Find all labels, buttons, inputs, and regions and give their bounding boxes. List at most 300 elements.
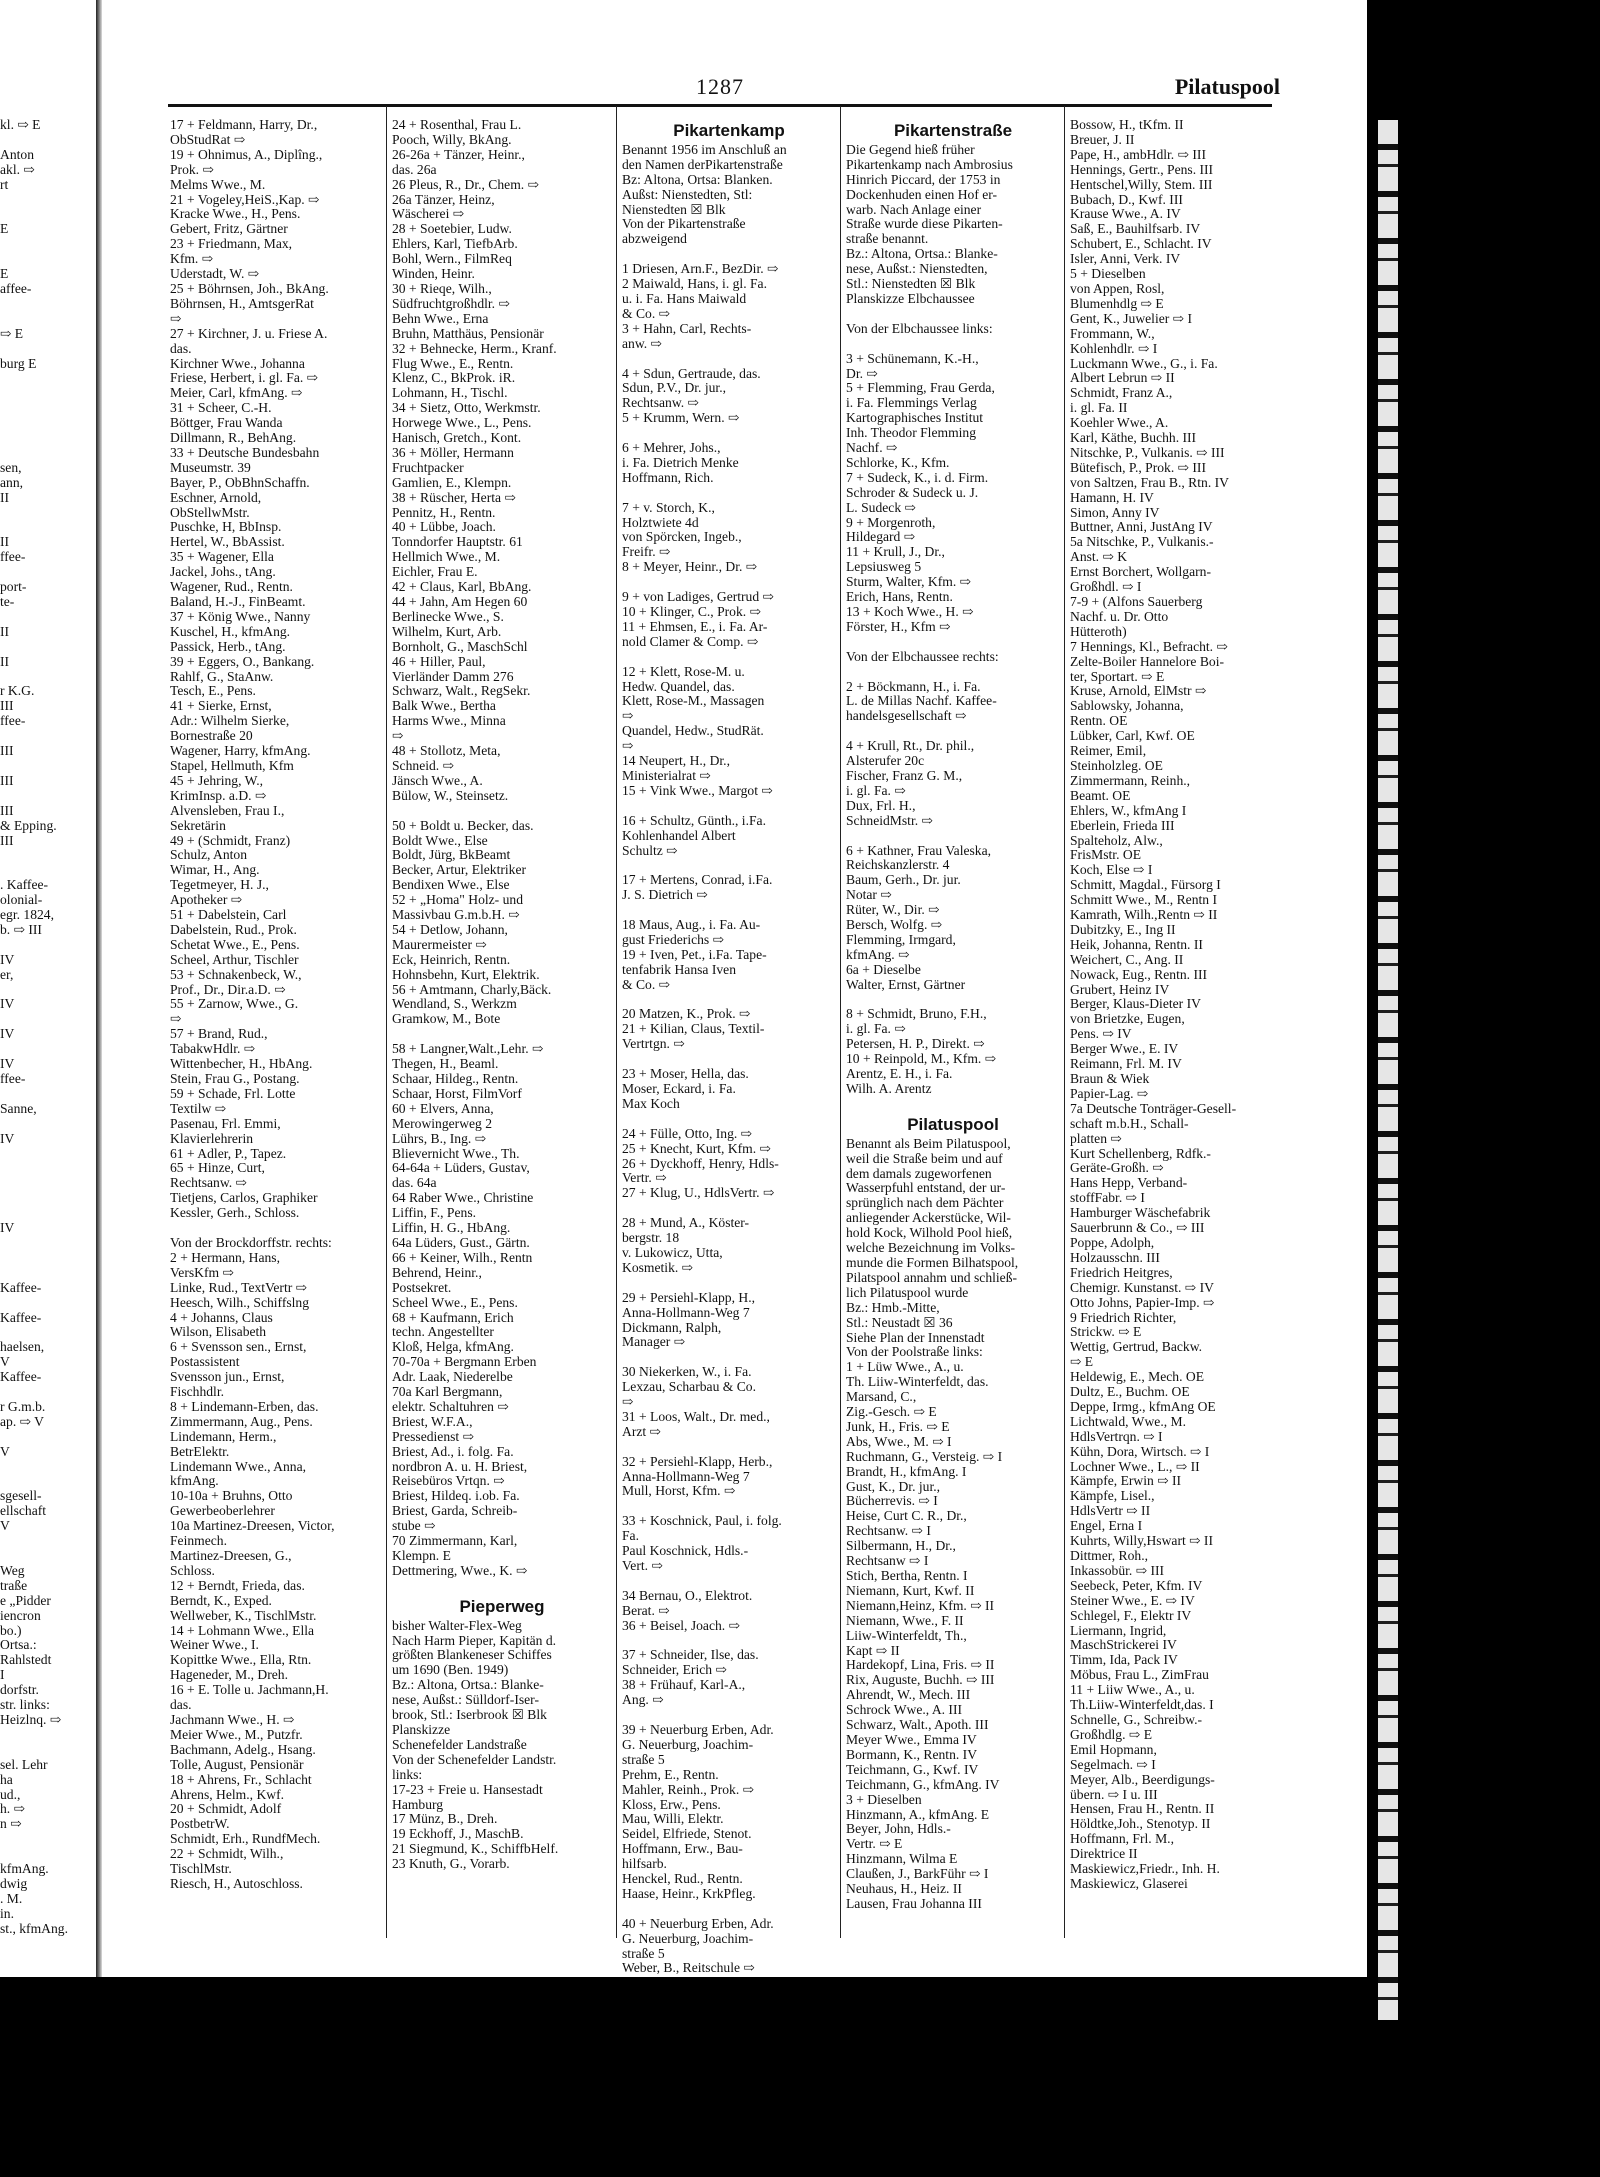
directory-line: Briest, Ad., i. folg. Fa. [392,1443,514,1459]
directory-line: 38 + Frühauf, Karl-A., [622,1677,746,1693]
directory-line: Sekretärin [170,817,226,833]
directory-line: 31 + Scheer, C.-H. [170,400,272,416]
directory-line: Bütefisch, P., Prok. ⇨ III [1070,459,1206,475]
directory-line: Schenefelder Landstraße [392,1736,527,1752]
directory-line: Von der Brockdorffstr. rechts: [170,1234,332,1250]
fragment-line: I [0,1667,5,1683]
directory-line: Linke, Rud., TextVertr ⇨ [170,1279,308,1295]
directory-line: ⇨ [170,310,182,326]
fragment-line: h. ⇨ [0,1801,25,1817]
directory-line: Friedrich Heitgres, [1070,1264,1173,1280]
directory-line: Hamann, H. IV [1070,489,1154,505]
directory-line: Dr. ⇨ [846,365,878,381]
fragment-line: kfmAng. [0,1861,49,1877]
fragment-line: r K.G. [0,683,35,699]
directory-line [622,247,836,262]
fragment-line: & Epping. [0,817,57,833]
directory-line: Harms Wwe., Minna [392,713,506,729]
directory-line: L. Sudeck ⇨ [846,499,916,515]
directory-line: Bossow, H., tKfm. II [1070,117,1184,132]
directory-line: übern. ⇨ I u. III [1070,1786,1158,1802]
directory-line: Jänsch Wwe., A. [392,772,483,788]
directory-line: 23 Knuth, G., Vorarb. [392,1856,510,1872]
fragment-line: E [0,221,9,237]
directory-line: Hentschel,Willy, Stem. III [1070,176,1213,192]
directory-line: Dultz, E., Buchm. OE [1070,1384,1190,1400]
fragment-line: port- [0,579,27,595]
directory-line: L. de Millas Nachf. Kaffee- [846,693,997,709]
directory-line: Gewerbeoberlehrer [170,1503,275,1519]
directory-line: Pressedienst ⇨ [392,1428,474,1444]
directory-line: Textilw ⇨ [170,1100,227,1116]
directory-line: Berger Wwe., E. IV [1070,1041,1179,1057]
directory-line: Kohlenhandel Albert [622,827,736,843]
directory-line: 6 + Svensson sen., Ernst, [170,1339,307,1355]
directory-line: 13 + Koch Wwe., H. ⇨ [846,604,974,619]
fragment-line: Kaffee- [0,1369,42,1385]
directory-line: Schneid. ⇨ [392,757,454,773]
directory-line: Schloss. [170,1562,215,1578]
directory-line: Höldtke,Joh., Stenotyp. II [1070,1816,1211,1832]
directory-line: Bz.: Altona, Ortsa.: Blanke- [846,246,998,262]
directory-line [392,1579,612,1594]
directory-line: Chemigr. Kunstanst. ⇨ IV [1070,1279,1214,1295]
fragment-line [0,237,92,252]
fragment-line: traße [0,1577,28,1593]
column-rule [616,106,617,1938]
directory-line: 5 + Flemming, Frau Gerda, [846,380,995,396]
fragment-line [0,297,92,312]
directory-line: 24 + Fülle, Otto, Ing. ⇨ [622,1125,753,1141]
directory-line: Briest, W.F.A., [392,1413,473,1429]
directory-line: Puschke, H, BbInsp. [170,519,282,535]
directory-line: nordbron A. u. H. Briest, [392,1458,528,1474]
directory-line: Hageneder, M., Dreh. [170,1667,288,1683]
fragment-line: IV [0,1026,15,1042]
directory-line: 70 Zimmermann, Karl, [392,1533,518,1549]
directory-line: von Saltzen, Frau B., Rtn. IV [1070,474,1229,490]
directory-line: Ahrens, Helm., Kwf. [170,1786,285,1802]
directory-line: 12 + Berndt, Frieda, das. [170,1577,305,1593]
directory-line [622,352,836,367]
directory-line: Gramkow, M., Bote [392,1011,501,1027]
directory-line: Nach Harm Pieper, Kapitän d. [392,1632,557,1648]
directory-line: Kopittke Wwe., Ella, Rtn. [170,1652,312,1668]
directory-line: Rix, Auguste, Buchh. ⇨ III [846,1672,995,1688]
fragment-line: III [0,802,14,818]
fragment-line [0,1176,92,1191]
directory-line: Schaar, Horst, FilmVorf [392,1085,522,1101]
directory-line: 3 + Dieselben [846,1791,922,1807]
directory-line: Benannt 1956 im Anschluß an [622,141,787,157]
directory-line: Kuschel, H., kfmAng. [170,623,291,639]
directory-line: Rahlf, G., StaAnw. [170,668,274,684]
directory-line: Reichskanzlerstr. 4 [846,857,950,873]
directory-line: 5a Nitschke, P., Vulkanis.- [1070,534,1214,550]
directory-line: G. Neuerburg, Joachim- [622,1736,754,1752]
directory-line: 70-70a + Bergmann Erben [392,1354,537,1370]
directory-line: hold Kock, Wilhold Pool hieß, [846,1225,1013,1241]
directory-line: gust Friederichs ⇨ [622,931,724,947]
directory-line: Gamlien, E., Klempn. [392,474,512,490]
directory-line: Siehe Plan der Innenstadt [846,1329,985,1345]
directory-line: Niemann,Heinz, Kfm. ⇨ II [846,1597,995,1613]
directory-line: Schrock Wwe., A. III [846,1702,963,1718]
directory-line: Stein, Frau G., Postang. [170,1071,300,1086]
fragment-line [0,193,92,208]
directory-line: 11 + Liiw Wwe., A., u. [1070,1682,1195,1698]
directory-line: Hensen, Frau H., Rentn. II [1070,1801,1215,1817]
previous-page-fragment [0,118,92,1948]
directory-line: Nowack, Eug., Rentn. III [1070,966,1208,982]
fragment-line: Weg [0,1562,25,1578]
directory-line: Pennitz, H., Rentn. [392,504,496,520]
directory-line: Zelte-Boiler Hannelore Boi- [1070,653,1225,669]
fragment-line [0,1191,92,1206]
fragment-line: V [0,1518,10,1534]
directory-line: Zig.-Gesch. ⇨ E [846,1404,937,1420]
directory-line [622,1499,836,1514]
directory-line: Pikartenkamp nach Ambrosius [846,156,1013,172]
fragment-line: Ortsa.: [0,1637,37,1653]
directory-line: Dux, Frl. H., [846,797,916,813]
directory-line: VersKfm ⇨ [170,1264,234,1280]
directory-line: 17 + Mertens, Conrad, i.Fa. [622,872,773,888]
fragment-line [0,312,92,327]
directory-line: Timm, Ida, Pack IV [1070,1652,1178,1668]
fragment-line: str. links: [0,1697,50,1713]
directory-line: Meier, Carl, kfmAng. ⇨ [170,385,303,401]
directory-line: Wellweber, K., TischlMstr. [170,1607,317,1623]
directory-line: Von der Elbchaussee rechts: [846,648,999,664]
directory-line: von Appen, Rosl, [1070,280,1165,296]
directory-line: Bohl, Wern., FilmReq [392,251,512,267]
directory-line: 3 + Schünemann, K.-H., [846,350,979,366]
directory-line: 48 + Stollotz, Meta, [392,743,501,759]
directory-line: Kühn, Dora, Wirtsch. ⇨ I [1070,1443,1210,1459]
directory-line: Fa. [622,1528,639,1544]
directory-line: Hans Hepp, Verband- [1070,1175,1188,1191]
directory-line: ⇨ [622,1394,634,1410]
directory-line: 16 + Schultz, Günth., i.Fa. [622,812,766,828]
directory-line: Pilatspool annahm und schließ- [846,1269,1018,1285]
directory-line: 33 + Deutsche Bundesbahn [170,444,320,460]
directory-line: Petersen, H. P., Direkt. ⇨ [846,1036,985,1052]
directory-line: Bubach, D., Kwf. III [1070,191,1183,207]
fragment-line: IV [0,1220,15,1236]
directory-line: 64a Lüders, Gust., Gärtn. [392,1234,530,1250]
directory-line: Von der Pikartenstraße [622,216,746,232]
directory-line: Klenz, C., BkProk. iR. [392,370,516,386]
fragment-line [0,1460,92,1475]
directory-line: Nienstedten ☒ Blk [622,201,726,217]
directory-line: Boldt Wwe., Else [392,832,488,848]
directory-line: Die Gegend hieß früher [846,141,975,157]
fragment-line: . M. [0,1890,23,1906]
directory-line: Heesch, Wilh., Schiffslng [170,1294,310,1310]
directory-line: 39 + Eggers, O., Bankang. [170,653,315,669]
directory-line: handelsgesellschaft ⇨ [846,708,967,724]
directory-line: Schulz, Anton [170,847,248,863]
directory-line: 21 Siegmund, K., SchiffbHelf. [392,1841,559,1857]
directory-line: Bz.: Hmb.-Mitte, [846,1299,940,1315]
directory-line: Bendixen Wwe., Else [392,877,510,893]
directory-line: Böhrnsen, H., AmtsgerRat [170,295,314,311]
directory-line: Wagener, Harry, kfmAng. [170,743,311,759]
directory-line [622,799,836,814]
fragment-line [0,1743,92,1758]
directory-line: 53 + Schnakenbeck, W., [170,966,302,982]
directory-line: Tesch, E., Pens. [170,683,256,699]
directory-line: Reimann, Frl. M. IV [1070,1056,1182,1072]
directory-line: Manager ⇨ [622,1334,686,1350]
directory-line: techn. Angestellter [392,1324,494,1340]
directory-line: Klavierlehrerin [170,1130,254,1146]
fragment-line: IV [0,996,15,1012]
directory-line: 18 + Ahrens, Fr., Schlacht [170,1771,312,1787]
directory-line: Ang. ⇨ [622,1692,664,1708]
directory-line: 50 + Boldt u. Becker, das. [392,817,534,833]
directory-line: i. gl. Fa. ⇨ [846,782,906,798]
directory-line: Prehm, E., Rentn. [622,1766,719,1782]
directory-line: Dettmering, Wwe., K. ⇨ [392,1562,528,1578]
directory-line: Planskizze [392,1721,451,1737]
directory-line: 29 + Persiehl-Klapp, H., [622,1289,756,1305]
directory-line: 6 + Mehrer, Johs., [622,440,721,456]
directory-line: nold Clamer & Comp. ⇨ [622,633,759,649]
directory-line: 8 + Schmidt, Bruno, F.H., [846,1006,987,1022]
directory-line: Poppe, Adolph, [1070,1234,1155,1250]
directory-line: Scheel Wwe., E., Pens. [392,1294,518,1310]
fragment-line [0,1206,92,1221]
directory-line: Melms Wwe., M. [170,176,266,192]
directory-line: Inh. Theodor Flemming [846,425,977,441]
fragment-line [0,1087,92,1102]
directory-line: 4 + Sdun, Gertraude, das. [622,365,761,381]
directory-line: Anst. ⇨ K [1070,549,1128,565]
directory-line: Fischer, Franz G. M., [846,767,963,783]
directory-line [622,1052,836,1067]
directory-line: 15 + Vink Wwe., Margot ⇨ [622,782,773,798]
fragment-line [0,386,92,401]
directory-line: Schwarz, Walt., Apoth. III [846,1717,989,1733]
directory-line: Th. Liiw-Winterfeldt, das. [846,1374,989,1390]
directory-line: 7a Deutsche Tonträger-Gesell- [1070,1100,1237,1116]
directory-line: Maskiewicz, Glaserei [1070,1875,1188,1891]
directory-line: Schmidt, Erh., RundfMech. [170,1831,321,1847]
fragment-line: ud., [0,1786,21,1802]
directory-line: Liiw-Winterfeldt, Th., [846,1627,967,1643]
directory-line: tenfabrik Hansa Iven [622,961,736,977]
directory-line: Direktrice II [1070,1846,1138,1862]
directory-line: nese, Außst.: Sülldorf-Iser- [392,1692,539,1708]
directory-line: Rechtsanw ⇨ I [846,1553,929,1569]
directory-line: 23 + Friedmann, Max, [170,236,293,252]
fragment-line: er, [0,966,14,982]
fragment-line: . Kaffee- [0,877,49,893]
directory-line: Weiner Wwe., I. [170,1637,259,1653]
directory-line: Jackel, Johs., tAng. [170,564,276,580]
directory-line: Kessler, Gerh., Schloss. [170,1205,300,1221]
directory-column-5 [1070,118,1282,1948]
fragment-line: in. [0,1905,14,1921]
directory-line [622,1574,836,1589]
directory-line: 52 + „Homa" Holz- und [392,892,523,908]
directory-line: SchneidMstr. ⇨ [846,812,933,828]
fragment-line: Kaffee- [0,1309,42,1325]
directory-line: Papier-Lag. ⇨ [1070,1085,1149,1101]
directory-line: i. gl. Fa. II [1070,400,1128,416]
directory-line: Kloß, Helga, kfmAng. [392,1339,514,1355]
directory-line: Thegen, H., Beaml. [392,1056,499,1072]
fragment-line: st., kfmAng. [0,1920,68,1936]
directory-line: 54 + Detlow, Johann, [392,921,508,937]
directory-line: straße 5 [622,1945,665,1961]
directory-line: hilfsarb. [622,1856,667,1872]
directory-line: 33 + Koschnick, Paul, i. folg. [622,1513,782,1529]
directory-line: Hinrich Piccard, der 1753 in [846,171,1001,187]
fragment-line [0,1549,92,1564]
fragment-line: Rahlstedt [0,1652,52,1668]
fragment-line [0,1728,92,1743]
directory-line: Museumstr. 39 [170,459,251,475]
directory-line: Liermann, Ingrid, [1070,1622,1167,1638]
header-rule [168,104,1272,107]
directory-line: Adr.: Wilhelm Sierke, [170,713,290,729]
directory-line: von Brietzke, Eugen, [1070,1011,1185,1027]
fragment-line: ann, [0,474,24,490]
directory-line [170,1221,382,1236]
directory-line: Pens. ⇨ IV [1070,1026,1132,1042]
directory-line: J. S. Dietrich ⇨ [622,887,708,903]
directory-line: das. [170,1697,192,1713]
directory-line: Hertel, W., BbAssist. [170,534,285,550]
directory-line: Zimmermann, Reinh., [1070,772,1191,788]
directory-line: 65 + Hinze, Curt, [170,1160,265,1176]
directory-line: MaschStrickerei IV [1070,1637,1177,1653]
directory-line: Meyer, Alb., Beerdigungs- [1070,1771,1215,1787]
directory-line: 1 + Lüw Wwe., A., u. [846,1359,964,1375]
directory-line: Schroder & Sudeck u. J. [846,484,979,500]
fragment-line [0,401,92,416]
directory-line: Niemann, Wwe., F. II [846,1612,964,1628]
fragment-line: ⇨ E [0,325,24,341]
directory-line: 36 + Beisel, Joach. ⇨ [622,1617,740,1633]
directory-line: Hamburger Wäschefabrik [1070,1205,1211,1221]
directory-line: Schetat Wwe., E., Pens. [170,936,300,952]
directory-line: TabakwHdlr. ⇨ [170,1041,256,1057]
fragment-line [0,1296,92,1311]
directory-line: 19 + Iven, Pet., i.Fa. Tape- [622,946,767,962]
directory-line: Bornestraße 20 [170,728,253,744]
directory-line: Nachf. u. Dr. Otto [1070,608,1169,624]
directory-line: Vertr. ⇨ E [846,1836,903,1852]
directory-line: 46 + Hiller, Paul, [392,653,486,669]
directory-line [622,993,836,1008]
directory-line: ⇨ [170,1011,182,1027]
directory-line: Inkassobür. ⇨ III [1070,1562,1165,1578]
directory-line: Rechtsanw. ⇨ [622,395,699,411]
directory-line: ⇨ [392,728,404,744]
directory-line: 64-64a + Lüders, Gustav, [392,1160,530,1176]
fragment-line: ffee- [0,549,26,565]
directory-line: Bruhn, Matthäus, Pensionär [392,325,544,341]
directory-line: i. Fa. Flemmings Verlag [846,395,977,411]
directory-line: Hamburg [392,1796,444,1812]
directory-line: Teichmann, G., kfmAng. IV [846,1776,1000,1792]
directory-line: Berat. ⇨ [622,1602,670,1618]
directory-line: Briest, Hildeq. i.ob. Fa. [392,1488,520,1504]
directory-line: Maskiewicz,Friedr., Inh. H. [1070,1861,1220,1877]
directory-line: 42 + Claus, Karl, BbAng. [392,579,532,595]
scan-border-right [1367,0,1600,2177]
directory-line: & Co. ⇨ [622,976,671,992]
fragment-line [0,670,92,685]
directory-line: Sturm, Walter, Kfm. ⇨ [846,574,972,590]
fragment-line [0,848,92,863]
directory-line: Notar ⇨ [846,887,892,903]
fragment-line [0,729,92,744]
directory-line: Arzt ⇨ [622,1423,661,1439]
directory-line: Brandt, H., kfmAng. I [846,1463,967,1479]
directory-line [622,1440,836,1455]
directory-line: Kohlenhdlr. ⇨ I [1070,340,1158,356]
fragment-line [0,1534,92,1549]
directory-line: 25 + Böhrnsen, Joh., BkAng. [170,280,329,296]
directory-line: 28 + Soetebier, Ludw. [392,221,512,237]
directory-line: Karl, Käthe, Buchh. III [1070,430,1197,446]
fragment-line [0,640,92,655]
directory-line: größten Blankeneser Schiffes [392,1647,552,1663]
directory-line: Moser, Eckard, i. Fa. [622,1081,736,1096]
fragment-line [0,207,92,222]
directory-line: Berlinecke Wwe., S. [392,608,504,624]
fragment-line: dorfstr. [0,1682,39,1698]
directory-line: Arentz, E. H., i. Fa. [846,1066,953,1082]
fragment-line: IV [0,1130,15,1146]
fragment-line: ffee- [0,713,26,729]
directory-line: Teichmann, G., Kwf. IV [846,1761,979,1777]
directory-line: Merowingerweg 2 [392,1115,493,1131]
directory-line: Baum, Gerh., Dr. jur. [846,872,961,888]
directory-column-3 [622,118,836,1976]
directory-line [622,858,836,873]
directory-line: Emil Hopmann, [1070,1741,1157,1757]
directory-line: Bormann, K., Rentn. IV [846,1746,978,1762]
directory-line: elektr. Schaltuhren ⇨ [392,1398,509,1414]
directory-line: 37 + König Wwe., Nanny [170,608,311,624]
fragment-line: Kaffee- [0,1279,42,1295]
directory-line: Engel, Erna I [1070,1518,1143,1534]
directory-line: Wittenbecher, H., HbAng. [170,1056,313,1072]
directory-line: 59 + Schade, Frl. Lotte [170,1085,296,1101]
directory-line: 19 Eckhoff, J., MaschB. [392,1826,524,1842]
directory-line: stube ⇨ [392,1518,436,1534]
directory-line: Blievernicht Wwe., Th. [392,1145,520,1161]
fragment-line: II [0,534,10,550]
directory-line: Wendland, S., Werkzm [392,996,517,1012]
fragment-line [0,1832,92,1847]
directory-line: 4 + Johanns, Claus [170,1309,273,1325]
directory-line: 5 + Dieselben [1070,266,1146,282]
directory-line: Bz.: Altona, Ortsa.: Blanke- [392,1677,544,1693]
directory-line: Lausen, Frau Johanna III [846,1895,982,1911]
directory-line: Koehler Wwe., A. [1070,415,1169,431]
fragment-line: kl. ⇨ E [0,117,41,132]
fragment-line: E [0,266,9,282]
directory-line: Bücherrevis. ⇨ I [846,1493,938,1509]
directory-line: Flug Wwe., E., Rentn. [392,355,514,371]
